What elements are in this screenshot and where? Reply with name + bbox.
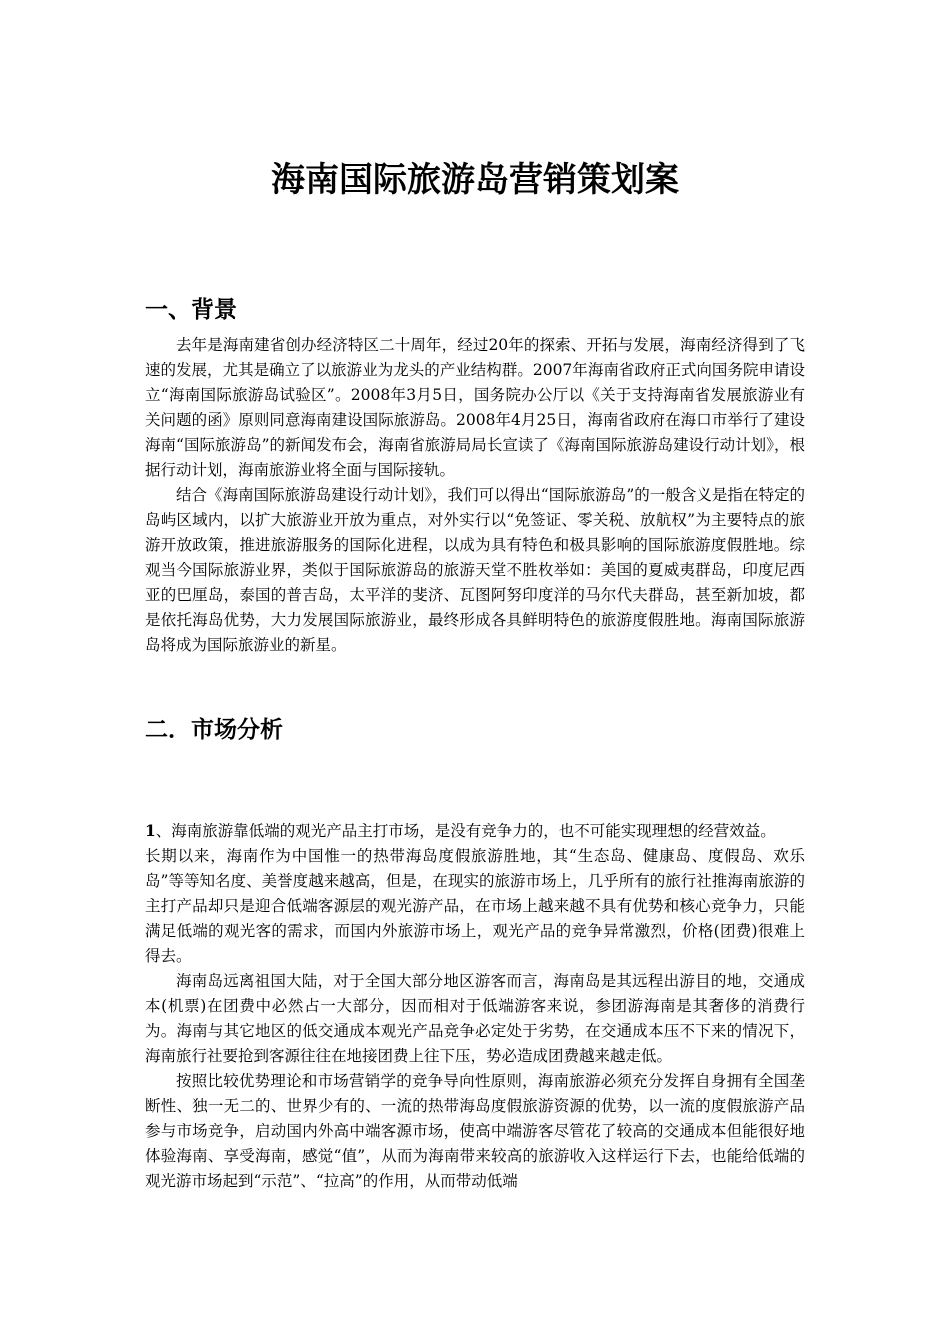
document-title: 海南国际旅游岛营销策划案: [271, 160, 679, 200]
paragraph: 长期以来，海南作为中国惟一的热带海岛度假旅游胜地，其“生态岛、健康岛、度假岛、欢乐岛”等等知名度、美誉度越来越高，但是，在现实的旅游市场上，几乎所有的旅行社推海南旅游的主打产品却只是迎合低端客源层的观光游产品，在市场上越来越不具有优势和核心竞争力，只能满足低端的观光客的需求，而国内外旅游市场上，观光产品的竞争异常激烈，价格(团费)很难上得去。: [145, 847, 805, 965]
section-heading-market-analysis: 二．市场分析: [145, 717, 283, 743]
section-background-body: [145, 333, 805, 658]
paragraph: 结合《海南国际旅游岛建设行动计划》，我们可以得出“国际旅游岛”的一般含义是指在特定的岛屿区域内，以扩大旅游业开放为重点，对外实行以“免签证、零关税、放航权”为主要特点的旅游开放政策，推进旅游服务的国际化进程，以成为具有特色和极具影响的国际旅游度假胜地。综观当今国际旅游业界，类似于国际旅游岛的旅游天堂不胜枚举如：美国的夏威夷群岛，印度尼西亚的巴厘岛，泰国的普吉岛，太平洋的斐济、瓦图阿努印度洋的马尔代夫群岛，甚至新加坡，都是依托海岛优势，大力发展国际旅游业，最终形成各具鲜明特色的旅游度假胜地。海南国际旅游岛将成为国际旅游业的新星。: [145, 486, 805, 654]
point-number: 1: [145, 821, 156, 840]
point-heading: [145, 818, 805, 844]
point-lead-text: 、海南旅游靠低端的观光产品主打市场，是没有竞争力的，也不可能实现理想的经营效益。: [155, 822, 776, 840]
section-market-analysis-body: [145, 818, 805, 1194]
paragraph: 按照比较优势理论和市场营销学的竞争导向性原则，海南旅游必须充分发挥自身拥有全国垄断性、独一无二的、世界少有的、一流的热带海岛度假旅游资源的优势，以一流的度假旅游产品参与市场竞争，启动国内外高中端客源市场，使高中端游客尽管花了较高的交通成本但能很好地体验海南、享受海南，感觉“值”，从而为海南带来较高的旅游收入这样运行下去，也能给低端的观光游市场起到“示范”、“拉高”的作用，从而带动低端: [145, 1072, 805, 1190]
paragraph: 海南岛远离祖国大陆，对于全国大部分地区游客而言，海南岛是其远程出游目的地，交通成本(机票)在团费中必然占一大部分，因而相对于低端游客来说，参团游海南是其奢侈的消费行为。海南与其它地区的低交通成本观光产品竞争必定处于劣势，在交通成本压不下来的情况下，海南旅行社要抢到客源往往在地接团费上往下压，势必造成团费越来越走低。: [145, 972, 805, 1065]
paragraph: 去年是海南建省创办经济特区二十周年，经过20年的探索、开拓与发展，海南经济得到了飞速的发展，尤其是确立了以旅游业为龙头的产业结构群。2007年海南省政府正式向国务院申请设立“海南国际旅游岛试验区”。2008年3月5日，国务院办公厅以《关于支持海南省发展旅游业有关问题的函》原则同意海南建设国际旅游岛。2008年4月25日，海南省政府在海口市举行了建设海南“国际旅游岛”的新闻发布会，海南省旅游局局长宣读了《海南国际旅游岛建设行动计划》，根据行动计划，海南旅游业将全面与国际接轨。: [145, 336, 805, 479]
section-heading-background: 一、背景: [145, 297, 237, 323]
